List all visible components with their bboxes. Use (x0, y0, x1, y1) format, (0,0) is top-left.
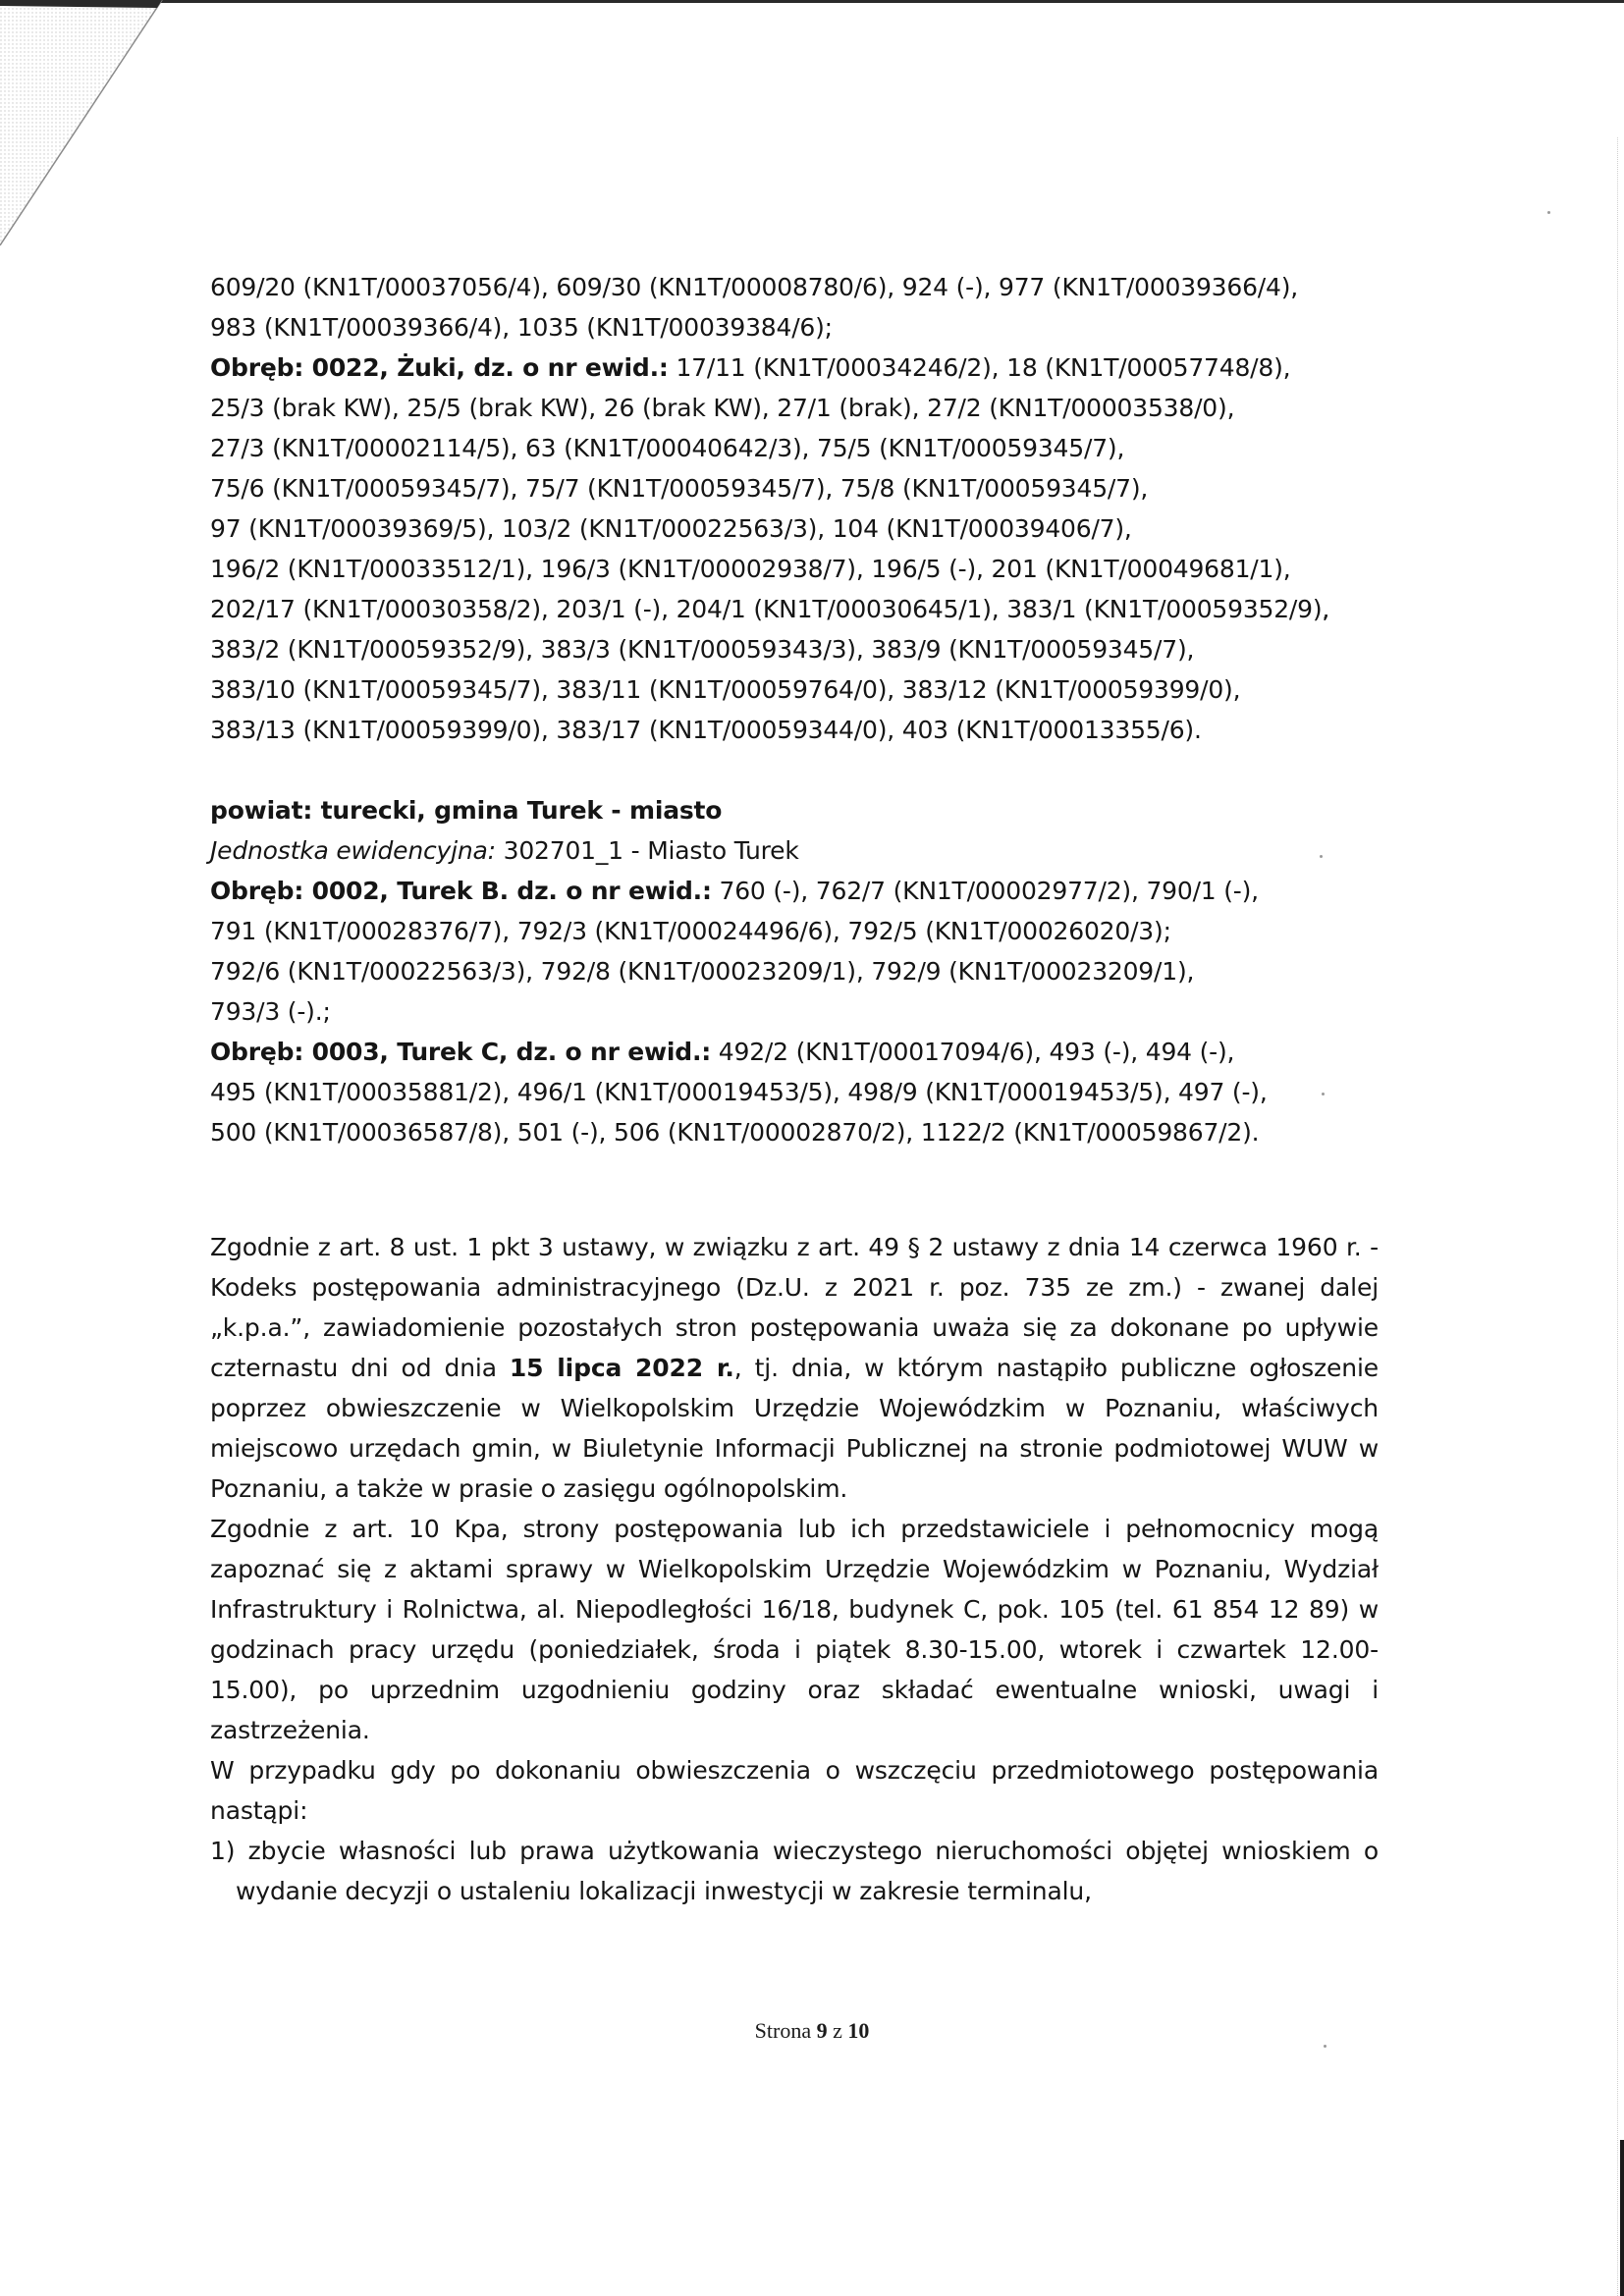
unit-label: Jednostka ewidencyjna: (210, 836, 496, 865)
paragraph (210, 1227, 1379, 1509)
date-highlight: 15 lipca 2022 r. (509, 1354, 734, 1382)
text-line: 27/3 (KN1T/00002114/5), 63 (KN1T/00040642/3), 75/5 (KN1T/00059345/7), (210, 434, 1125, 462)
text-line: 196/2 (KN1T/00033512/1), 196/3 (KN1T/00002938/7), 196/5 (-), 201 (KN1T/00049681/1), (210, 555, 1291, 583)
text-line (210, 347, 1379, 388)
scan-top-rule (0, 0, 1624, 3)
parcel-list-turek (210, 790, 1379, 1152)
text-run: 492/2 (KN1T/00017094/6), 493 (-), 494 (-), (711, 1038, 1235, 1066)
text-line: 97 (KN1T/00039369/5), 103/2 (KN1T/00022563/3), 104 (KN1T/00039406/7), (210, 514, 1132, 543)
document-body (210, 267, 1379, 1911)
text-run: , tj. dnia, w którym nastąpiło publiczne ogłoszenie poprzez obwieszczenie w Wielkopolskim Urzędzie Wojewódzkim w Poznaniu, właściwych miejscowo urzędach gmin, w Biuletynie Informacji Publicznej na stronie podmiotowej WUW w Poznaniu, a także w prasie o zasięgu ogólnopolskim. (210, 1354, 1379, 1503)
precinct-label: Obręb: 0002, Turek B. dz. o nr ewid.: (210, 877, 712, 905)
page-corner-fold (0, 0, 167, 255)
unit-value: 302701_1 - Miasto Turek (495, 836, 799, 865)
text-line: 495 (KN1T/00035881/2), 496/1 (KN1T/00019453/5), 498/9 (KN1T/00019453/5), 497 (-), (210, 1078, 1268, 1106)
footer-mid: z (827, 2018, 848, 2043)
text-line (210, 830, 1379, 871)
text-run: 17/11 (KN1T/00034246/2), 18 (KN1T/00057748/8), (668, 353, 1291, 382)
page-footer (0, 2018, 1624, 2044)
paragraph: Zgodnie z art. 10 Kpa, strony postępowania lub ich przedstawiciele i pełnomocnicy mogą zapoznać się z aktami sprawy w Wielkopolskim Urzędzie Wojewódzkim w Poznaniu, Wydział Infrastruktury i Rolnictwa, al. Niepodległości 16/18, budynek C, pok. 105 (tel. 61 854 12 89) w godzinach pracy urzędu (poniedziałek, środa i piątek 8.30-15.00, wtorek i czwartek 12.00-15.00), po uprzednim uzgodnieniu godziny oraz składać ewentualne wnioski, uwagi i zastrzeżenia. (210, 1515, 1379, 1744)
scan-speck (1547, 211, 1550, 214)
text-line: 500 (KN1T/00036587/8), 501 (-), 506 (KN1T/00002870/2), 1122/2 (KN1T/00059867/2). (210, 1118, 1260, 1147)
text-line: 383/13 (KN1T/00059399/0), 383/17 (KN1T/00059344/0), 403 (KN1T/00013355/6). (210, 716, 1202, 744)
text-run: Zgodnie z art. 8 ust. 1 pkt 3 ustawy, w związku z art. 49 § 2 ustawy z dnia 14 czerwca 1960 r. - Kodeks postępowania administracyjnego (Dz.U. z 2021 r. poz. 735 ze zm.) - zwanej dalej „k.p.a.”, zawiadomienie pozostałych stron postępowania uważa się za dokonane po upływie czternastu dni od dnia (210, 1233, 1379, 1382)
text-line: 792/6 (KN1T/00022563/3), 792/8 (KN1T/00023209/1), 792/9 (KN1T/00023209/1), (210, 957, 1195, 986)
text-line (210, 1032, 1379, 1072)
list-item: 1) zbycie własności lub prawa użytkowania wieczystego nieruchomości objętej wnioskiem o wydanie decyzji o ustaleniu lokalizacji inwestycji w zakresie terminalu, (210, 1837, 1379, 1905)
page-number: 9 (816, 2018, 828, 2043)
footer-prefix: Strona (754, 2018, 817, 2043)
scan-right-edge-shadow (1620, 2140, 1624, 2296)
text-line: 383/10 (KN1T/00059345/7), 383/11 (KN1T/00059764/0), 383/12 (KN1T/00059399/0), (210, 675, 1241, 704)
text-line: 983 (KN1T/00039366/4), 1035 (KN1T/00039384/6); (210, 313, 833, 342)
paragraph: W przypadku gdy po dokonaniu obwieszczenia o wszczęciu przedmiotowego postępowania nastąpi: (210, 1756, 1379, 1825)
scan-speck (1324, 2045, 1326, 2048)
parcel-list-zuki (210, 267, 1379, 750)
scan-right-edge (1617, 137, 1624, 2296)
text-line (210, 871, 1379, 911)
page-total: 10 (847, 2018, 870, 2043)
precinct-label: Obręb: 0003, Turek C, dz. o nr ewid.: (210, 1038, 712, 1066)
text-line: 75/6 (KN1T/00059345/7), 75/7 (KN1T/00059345/7), 75/8 (KN1T/00059345/7), (210, 474, 1149, 503)
text-line: 609/20 (KN1T/00037056/4), 609/30 (KN1T/00008780/6), 924 (-), 977 (KN1T/00039366/4), (210, 273, 1299, 301)
text-run: 760 (-), 762/7 (KN1T/00002977/2), 790/1 (-), (711, 877, 1259, 905)
text-line: 202/17 (KN1T/00030358/2), 203/1 (-), 204/1 (KN1T/00030645/1), 383/1 (KN1T/00059352/9), (210, 595, 1330, 623)
text-line: 383/2 (KN1T/00059352/9), 383/3 (KN1T/00059343/3), 383/9 (KN1T/00059345/7), (210, 635, 1195, 664)
text-line: 793/3 (-).; (210, 997, 331, 1026)
text-line: 791 (KN1T/00028376/7), 792/3 (KN1T/00024496/6), 792/5 (KN1T/00026020/3); (210, 917, 1171, 945)
district-heading: powiat: turecki, gmina Turek - miasto (210, 796, 723, 825)
text-line: 25/3 (brak KW), 25/5 (brak KW), 26 (brak KW), 27/1 (brak), 27/2 (KN1T/00003538/0), (210, 394, 1235, 422)
notice-text (210, 1227, 1379, 1911)
section-heading (210, 790, 1379, 830)
precinct-label: Obręb: 0022, Żuki, dz. o nr ewid.: (210, 353, 669, 382)
